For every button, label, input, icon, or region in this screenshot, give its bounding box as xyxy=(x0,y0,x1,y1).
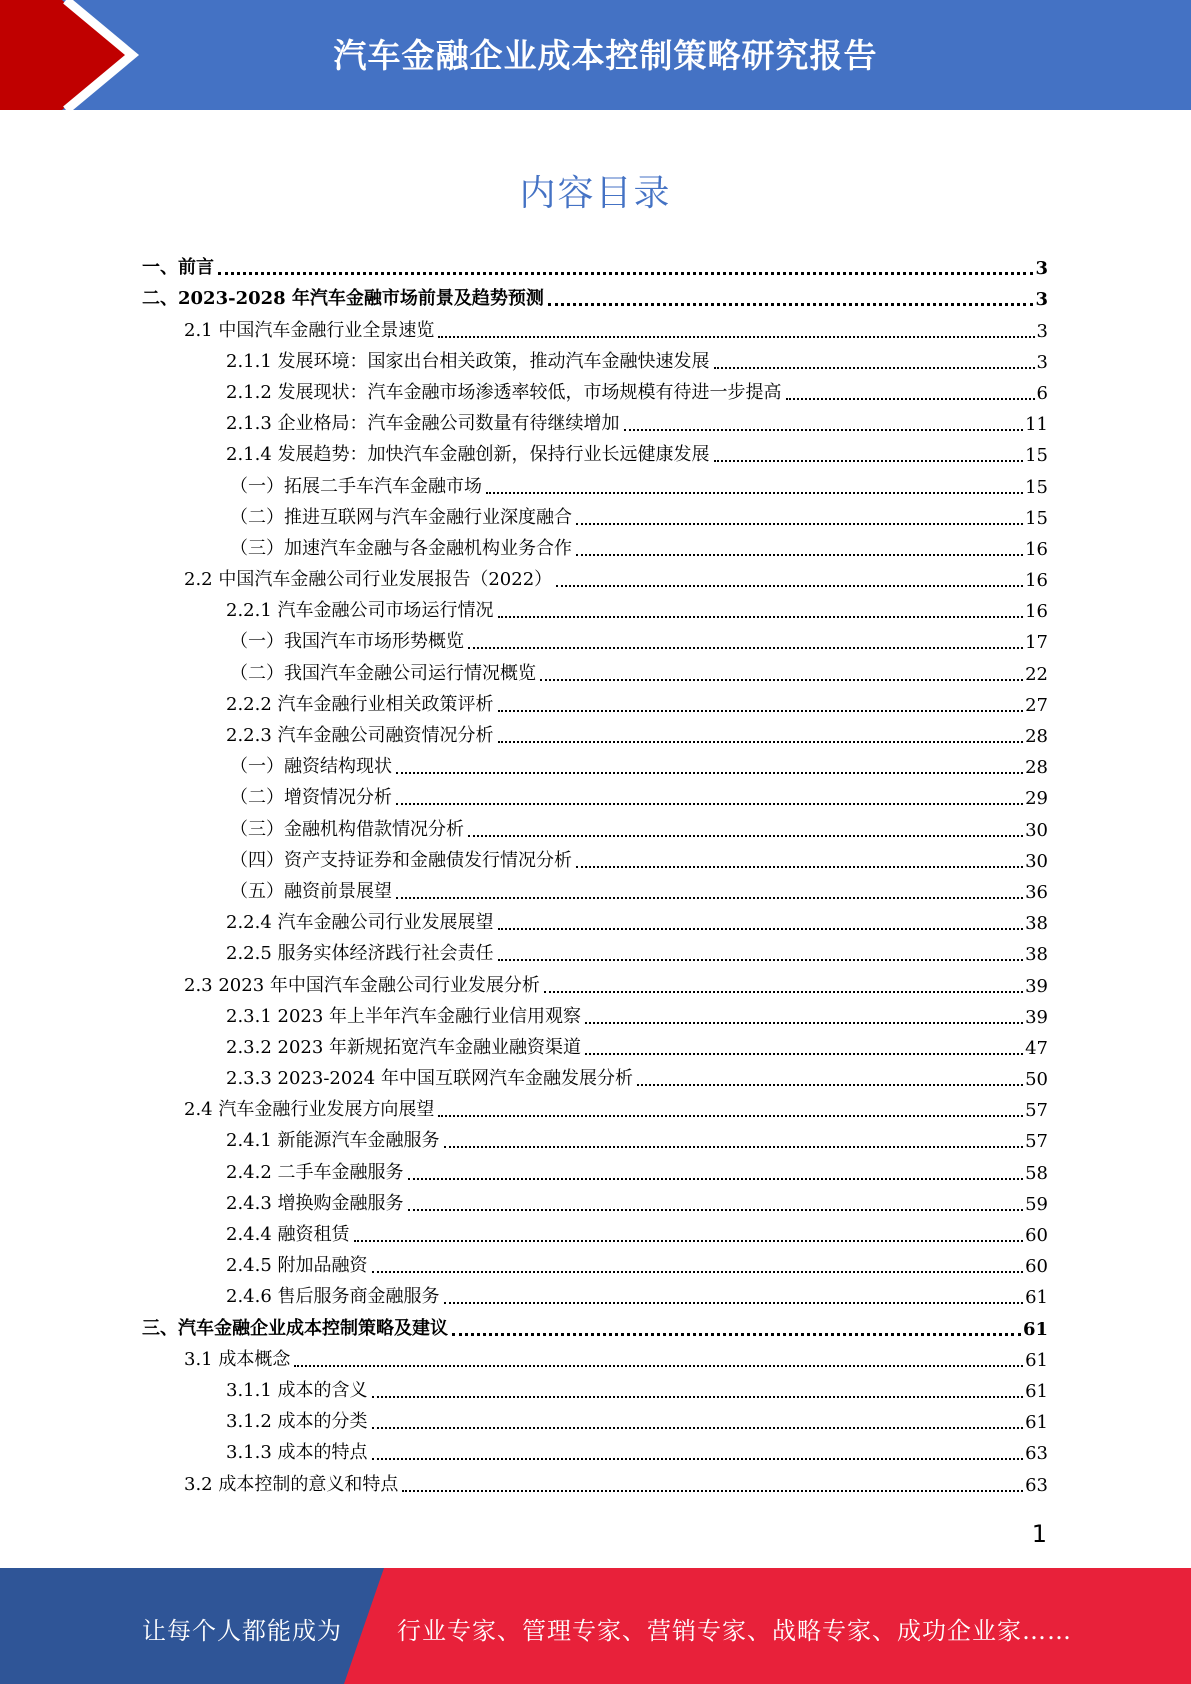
toc-entry-title: 2.4 汽车金融行业发展方向展望 xyxy=(184,1099,435,1121)
toc-entry[interactable] xyxy=(142,535,1048,566)
dot-leader xyxy=(444,1302,1024,1304)
toc-entry-page: 30 xyxy=(1025,850,1048,872)
toc-entry-title: 2.3.2 2023 年新规拓宽汽车金融业融资渠道 xyxy=(226,1036,582,1058)
toc-entry-page: 28 xyxy=(1025,726,1048,747)
toc-entry-page: 29 xyxy=(1025,788,1048,810)
dot-leader xyxy=(637,1084,1023,1086)
toc-entry[interactable] xyxy=(142,940,1048,971)
toc-entry[interactable] xyxy=(142,348,1048,379)
dot-leader xyxy=(218,272,1033,275)
toc-entry[interactable] xyxy=(142,1221,1048,1252)
toc-entry-page: 61 xyxy=(1025,1349,1048,1371)
dot-leader xyxy=(576,554,1023,556)
toc-entry-title: 3.1.1 成本的含义 xyxy=(226,1379,368,1401)
dot-leader xyxy=(396,897,1023,899)
toc-entry[interactable] xyxy=(142,410,1048,441)
toc-entry-page: 16 xyxy=(1025,601,1048,623)
dot-leader xyxy=(498,710,1024,712)
dot-leader xyxy=(396,772,1023,774)
toc-entry[interactable] xyxy=(142,909,1048,940)
footer-tagline: 行业专家、管理专家、营销专家、战略专家、成功企业家…… xyxy=(397,1617,1072,1645)
toc-entry-page: 6 xyxy=(1036,382,1048,404)
dot-leader xyxy=(576,866,1023,868)
toc-entry-page: 63 xyxy=(1025,1443,1048,1465)
toc-entry-title: 2.1.4 发展趋势：加快汽车金融创新，保持行业长远健康发展 xyxy=(226,444,710,466)
dot-leader xyxy=(408,1209,1024,1211)
toc-entry-page: 30 xyxy=(1025,819,1048,841)
toc-entry-page: 58 xyxy=(1025,1162,1048,1184)
dot-leader xyxy=(786,398,1035,400)
toc-entry-title: 二、2023-2028 年汽车金融市场前景及趋势预测 xyxy=(142,288,544,310)
toc-entry[interactable] xyxy=(142,1377,1048,1408)
toc-entry-page: 39 xyxy=(1025,975,1048,997)
toc-entry-title: 2.4.4 融资租赁 xyxy=(226,1224,350,1245)
toc-entry-title: 3.1.3 成本的特点 xyxy=(226,1442,368,1464)
toc-entry[interactable] xyxy=(142,1158,1048,1189)
toc-entry[interactable] xyxy=(142,285,1048,316)
toc-entry-page: 15 xyxy=(1025,445,1048,467)
dot-leader xyxy=(714,367,1035,369)
dot-leader xyxy=(444,1146,1024,1148)
dot-leader xyxy=(556,585,1023,587)
dot-leader xyxy=(408,1178,1024,1180)
toc-entry[interactable] xyxy=(142,1034,1048,1065)
toc-entry[interactable] xyxy=(142,815,1048,846)
toc-entry[interactable] xyxy=(142,1065,1048,1096)
toc-entry-title: （三）加速汽车金融与各金融机构业务合作 xyxy=(230,537,572,559)
toc-entry-page: 61 xyxy=(1025,1412,1048,1434)
toc-entry-title: （一）拓展二手车汽车金融市场 xyxy=(230,475,482,497)
toc-entry-page: 38 xyxy=(1025,944,1048,966)
toc-entry[interactable] xyxy=(142,1096,1048,1127)
toc-entry[interactable] xyxy=(142,472,1048,503)
toc-entry-title: （二）我国汽车金融公司运行情况概览 xyxy=(230,662,536,684)
toc-entry-title: 2.2.2 汽车金融行业相关政策评析 xyxy=(226,693,494,715)
toc-entry-title: 2.4.2 二手车金融服务 xyxy=(226,1161,404,1183)
toc-entry-page: 15 xyxy=(1025,507,1048,529)
page-number: 1 xyxy=(1031,1520,1047,1548)
toc-entry[interactable] xyxy=(142,659,1048,690)
toc-entry-page: 22 xyxy=(1025,663,1048,685)
dot-leader xyxy=(498,616,1024,618)
footer-band xyxy=(0,1568,1191,1684)
toc-entry-page: 60 xyxy=(1025,1256,1048,1278)
dot-leader xyxy=(396,803,1023,805)
toc-entry-page: 17 xyxy=(1025,632,1048,654)
toc-entry-page: 38 xyxy=(1025,913,1048,935)
toc-entry[interactable] xyxy=(142,847,1048,878)
toc-entry-title: 2.1.2 发展现状：汽车金融市场渗透率较低，市场规模有待进一步提高 xyxy=(226,381,782,403)
dot-leader xyxy=(468,647,1023,649)
toc-entry-title: 2.1.3 企业格局：汽车金融公司数量有待继续增加 xyxy=(226,413,620,435)
toc-entry-title: 2.4.5 附加品融资 xyxy=(226,1255,368,1277)
toc-entry-title: 2.2 中国汽车金融公司行业发展报告（2022） xyxy=(184,569,553,591)
toc-entry-page: 28 xyxy=(1025,757,1048,779)
toc-entry-title: 3.2 成本控制的意义和特点 xyxy=(184,1473,399,1495)
toc-entry-page: 61 xyxy=(1025,1287,1048,1309)
toc-entry[interactable] xyxy=(142,1314,1048,1345)
toc-entry[interactable] xyxy=(142,1346,1048,1377)
toc-entry-title: 2.3 2023 年中国汽车金融公司行业发展分析 xyxy=(184,974,540,996)
toc-entry-title: 2.1 中国汽车金融行业全景速览 xyxy=(184,319,435,341)
dot-leader xyxy=(372,1271,1024,1273)
toc-entry-page: 47 xyxy=(1025,1037,1048,1059)
dot-leader xyxy=(585,1053,1023,1055)
toc-entry-title: 一、前言 xyxy=(142,257,214,279)
dot-leader xyxy=(585,1022,1023,1024)
toc-entry-page: 3 xyxy=(1036,320,1048,342)
dot-leader xyxy=(540,679,1023,681)
toc-entry-page: 57 xyxy=(1025,1131,1048,1153)
toc-entry-page: 61 xyxy=(1022,1318,1048,1340)
dot-leader xyxy=(714,460,1024,462)
table-of-contents xyxy=(142,254,1048,1502)
toc-entry-title: （二）增资情况分析 xyxy=(230,787,392,809)
toc-entry-page: 15 xyxy=(1025,476,1048,498)
toc-entry-title: （一）我国汽车市场形势概览 xyxy=(230,631,464,653)
dot-leader xyxy=(452,1333,1021,1336)
toc-entry-title: 2.2.1 汽车金融公司市场运行情况 xyxy=(226,600,494,622)
toc-entry-page: 59 xyxy=(1025,1193,1048,1215)
toc-entry-page: 3 xyxy=(1035,289,1048,311)
toc-entry-title: 2.2.3 汽车金融公司融资情况分析 xyxy=(226,725,494,746)
toc-entry-page: 3 xyxy=(1036,351,1048,373)
toc-entry-title: （四）资产支持证券和金融债发行情况分析 xyxy=(230,849,572,871)
toc-entry[interactable] xyxy=(142,1408,1048,1439)
toc-entry-page: 63 xyxy=(1025,1474,1048,1496)
dot-leader xyxy=(468,835,1023,837)
toc-entry[interactable] xyxy=(142,1439,1048,1470)
toc-entry-title: 2.2.4 汽车金融公司行业发展展望 xyxy=(226,912,494,934)
dot-leader xyxy=(372,1427,1024,1429)
toc-entry-title: 2.4.3 增换购金融服务 xyxy=(226,1192,404,1214)
toc-entry[interactable] xyxy=(142,1127,1048,1158)
toc-entry-title: 2.3.1 2023 年上半年汽车金融行业信用观察 xyxy=(226,1005,582,1027)
toc-entry[interactable] xyxy=(142,1470,1048,1501)
toc-entry-page: 60 xyxy=(1025,1225,1048,1246)
toc-entry-page: 39 xyxy=(1025,1006,1048,1028)
toc-entry-page: 50 xyxy=(1025,1069,1048,1091)
toc-entry[interactable] xyxy=(142,1190,1048,1221)
dot-leader xyxy=(548,303,1034,306)
toc-entry[interactable] xyxy=(142,566,1048,597)
dot-leader xyxy=(486,492,1023,494)
dot-leader xyxy=(354,1240,1024,1242)
toc-entry-title: 2.4.1 新能源汽车金融服务 xyxy=(226,1130,440,1152)
footer-lead-text: 让每个人都能成为 xyxy=(142,1617,342,1645)
toc-entry[interactable] xyxy=(142,971,1048,1002)
toc-entry-page: 16 xyxy=(1025,538,1048,560)
toc-entry-page: 27 xyxy=(1025,694,1048,716)
dot-leader xyxy=(438,1115,1023,1117)
toc-entry[interactable] xyxy=(142,379,1048,410)
toc-entry-title: 2.4.6 售后服务商金融服务 xyxy=(226,1286,440,1308)
toc-entry-page: 16 xyxy=(1025,570,1048,592)
toc-entry-title: （一）融资结构现状 xyxy=(230,756,392,778)
toc-entry-page: 61 xyxy=(1025,1380,1048,1402)
toc-entry[interactable] xyxy=(142,254,1048,285)
toc-entry[interactable] xyxy=(142,753,1048,784)
dot-leader xyxy=(372,1458,1024,1460)
toc-entry-title: （三）金融机构借款情况分析 xyxy=(230,818,464,840)
toc-entry[interactable] xyxy=(142,441,1048,472)
toc-entry[interactable] xyxy=(142,504,1048,535)
toc-entry[interactable] xyxy=(142,1252,1048,1283)
toc-entry-title: 3.1.2 成本的分类 xyxy=(226,1411,368,1433)
toc-entry[interactable] xyxy=(142,1283,1048,1314)
toc-entry[interactable] xyxy=(142,316,1048,347)
toc-entry[interactable] xyxy=(142,784,1048,815)
dot-leader xyxy=(576,523,1023,525)
toc-entry[interactable] xyxy=(142,878,1048,909)
toc-entry-title: 2.2.5 服务实体经济践行社会责任 xyxy=(226,943,494,965)
toc-heading: 内容目录 xyxy=(519,173,672,214)
toc-entry-page: 3 xyxy=(1035,258,1048,280)
dot-leader xyxy=(498,741,1024,743)
toc-entry-page: 57 xyxy=(1025,1100,1048,1122)
dot-leader xyxy=(438,336,1034,338)
dot-leader xyxy=(544,991,1023,993)
report-header-band xyxy=(0,0,1191,110)
dot-leader xyxy=(294,1365,1023,1367)
toc-entry-title: 3.1 成本概念 xyxy=(184,1348,291,1370)
toc-entry-page: 11 xyxy=(1025,414,1048,436)
toc-entry[interactable] xyxy=(142,722,1048,753)
report-title: 汽车金融企业成本控制策略研究报告 xyxy=(333,36,878,75)
toc-entry[interactable] xyxy=(142,597,1048,628)
toc-entry-title: 三、汽车金融企业成本控制策略及建议 xyxy=(142,1317,448,1339)
dot-leader xyxy=(624,429,1024,431)
toc-entry-title: （二）推进互联网与汽车金融行业深度融合 xyxy=(230,506,572,528)
dot-leader xyxy=(498,959,1024,961)
dot-leader xyxy=(498,928,1024,930)
toc-entry[interactable] xyxy=(142,691,1048,722)
toc-entry-title: 2.1.1 发展环境：国家出台相关政策，推动汽车金融快速发展 xyxy=(226,350,710,372)
toc-entry-title: （五）融资前景展望 xyxy=(230,880,392,902)
toc-entry[interactable] xyxy=(142,1003,1048,1034)
dot-leader xyxy=(402,1490,1023,1492)
toc-entry[interactable] xyxy=(142,628,1048,659)
dot-leader xyxy=(372,1396,1024,1398)
toc-entry-title: 2.3.3 2023-2024 年中国互联网汽车金融发展分析 xyxy=(226,1068,633,1090)
toc-entry-page: 36 xyxy=(1025,881,1048,903)
